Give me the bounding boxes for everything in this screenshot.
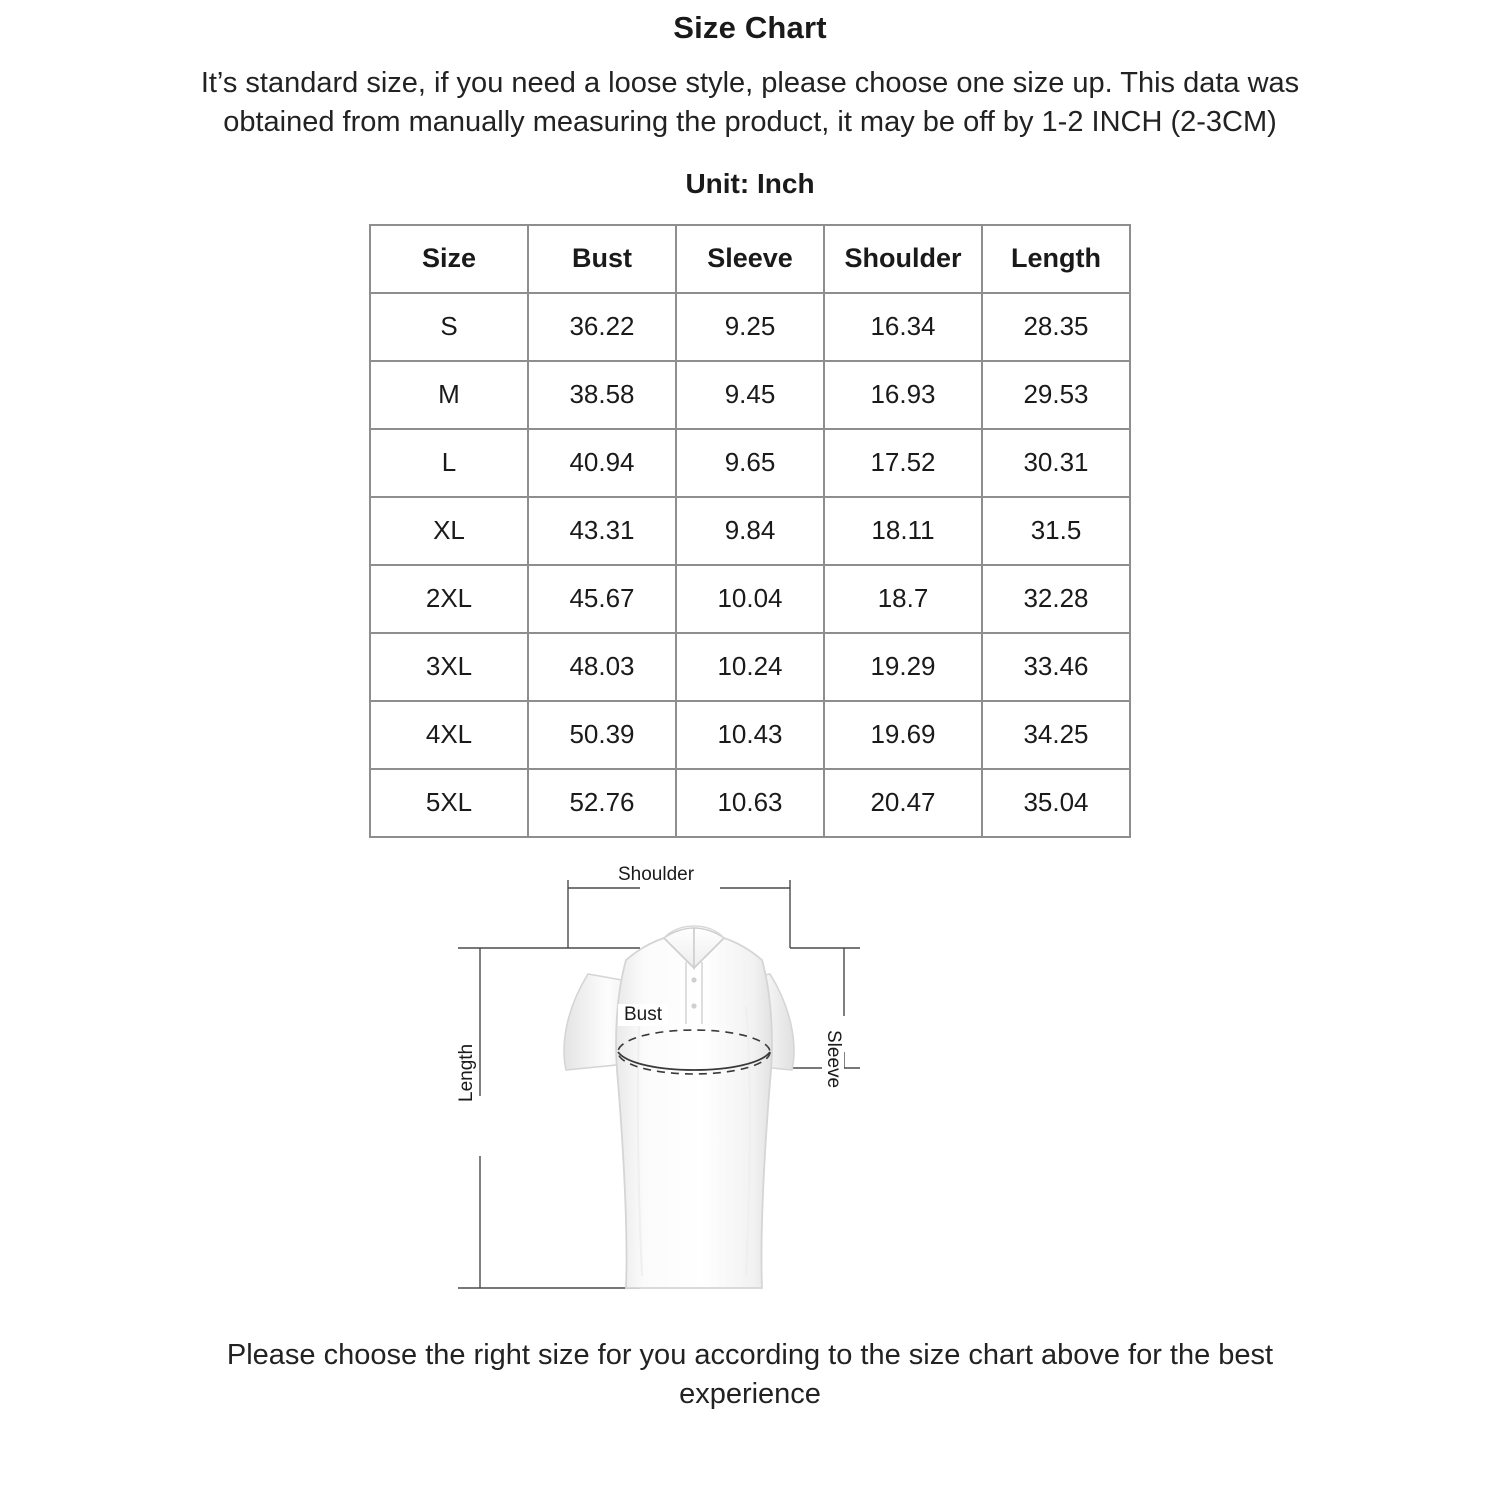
cell-size: 4XL [370, 701, 528, 769]
cell-size: 3XL [370, 633, 528, 701]
table-row [370, 293, 1130, 361]
cell-length: 29.53 [982, 361, 1130, 429]
shoulder-measure-label: Shoulder [612, 864, 700, 886]
polo-shirt-illustration [440, 856, 1060, 1326]
column-header-bust: Bust [528, 225, 676, 293]
table-row [370, 429, 1130, 497]
cell-sleeve: 10.63 [676, 769, 824, 837]
size-table [369, 224, 1131, 838]
table-row [370, 497, 1130, 565]
cell-shoulder: 20.47 [824, 769, 982, 837]
cell-length: 28.35 [982, 293, 1130, 361]
cell-shoulder: 19.29 [824, 633, 982, 701]
measurement-diagram [440, 856, 1060, 1326]
column-header-sleeve: Sleeve [676, 225, 824, 293]
cell-bust: 43.31 [528, 497, 676, 565]
cell-shoulder: 18.11 [824, 497, 982, 565]
cell-size: XL [370, 497, 528, 565]
cell-shoulder: 17.52 [824, 429, 982, 497]
column-header-size: Size [370, 225, 528, 293]
cell-shoulder: 19.69 [824, 701, 982, 769]
cell-shoulder: 16.93 [824, 361, 982, 429]
cell-length: 35.04 [982, 769, 1130, 837]
unit-label: Unit: Inch [685, 167, 815, 199]
table-row [370, 565, 1130, 633]
cell-bust: 48.03 [528, 633, 676, 701]
footer-note: Please choose the right size for you according to the size chart above for the best experience [226, 1338, 1274, 1410]
cell-length: 34.25 [982, 701, 1130, 769]
cell-shoulder: 16.34 [824, 293, 982, 361]
cell-bust: 38.58 [528, 361, 676, 429]
cell-bust: 52.76 [528, 769, 676, 837]
cell-bust: 40.94 [528, 429, 676, 497]
cell-bust: 50.39 [528, 701, 676, 769]
cell-sleeve: 9.84 [676, 497, 824, 565]
cell-size: 2XL [370, 565, 528, 633]
cell-bust: 36.22 [528, 293, 676, 361]
bust-measure-label: Bust [618, 1004, 668, 1026]
cell-sleeve: 10.24 [676, 633, 824, 701]
cell-sleeve: 9.45 [676, 361, 824, 429]
table-row [370, 361, 1130, 429]
table-row [370, 633, 1130, 701]
size-table-wrapper [369, 224, 1131, 838]
cell-size: L [370, 429, 528, 497]
cell-sleeve: 9.25 [676, 293, 824, 361]
table-row [370, 769, 1130, 837]
intro-text: It’s standard size, if you need a loose style, please choose one size up. This data was obtained from manually measuring the product, it may be off by 1-2 INCH (2-3CM) [200, 67, 1300, 138]
page-title: Size Chart [673, 10, 827, 45]
column-header-length: Length [982, 225, 1130, 293]
cell-bust: 45.67 [528, 565, 676, 633]
table-row [370, 701, 1130, 769]
cell-length: 32.28 [982, 565, 1130, 633]
cell-length: 33.46 [982, 633, 1130, 701]
cell-size: 5XL [370, 769, 528, 837]
cell-shoulder: 18.7 [824, 565, 982, 633]
cell-size: S [370, 293, 528, 361]
shirt-shape [564, 926, 794, 1288]
cell-sleeve: 10.43 [676, 701, 824, 769]
sleeve-measure-label: Sleeve [822, 1024, 844, 1094]
column-header-shoulder: Shoulder [824, 225, 982, 293]
cell-length: 30.31 [982, 429, 1130, 497]
length-measure-label: Length [456, 1038, 478, 1108]
cell-sleeve: 9.65 [676, 429, 824, 497]
table-header-row [370, 225, 1130, 293]
cell-size: M [370, 361, 528, 429]
cell-length: 31.5 [982, 497, 1130, 565]
cell-sleeve: 10.04 [676, 565, 824, 633]
